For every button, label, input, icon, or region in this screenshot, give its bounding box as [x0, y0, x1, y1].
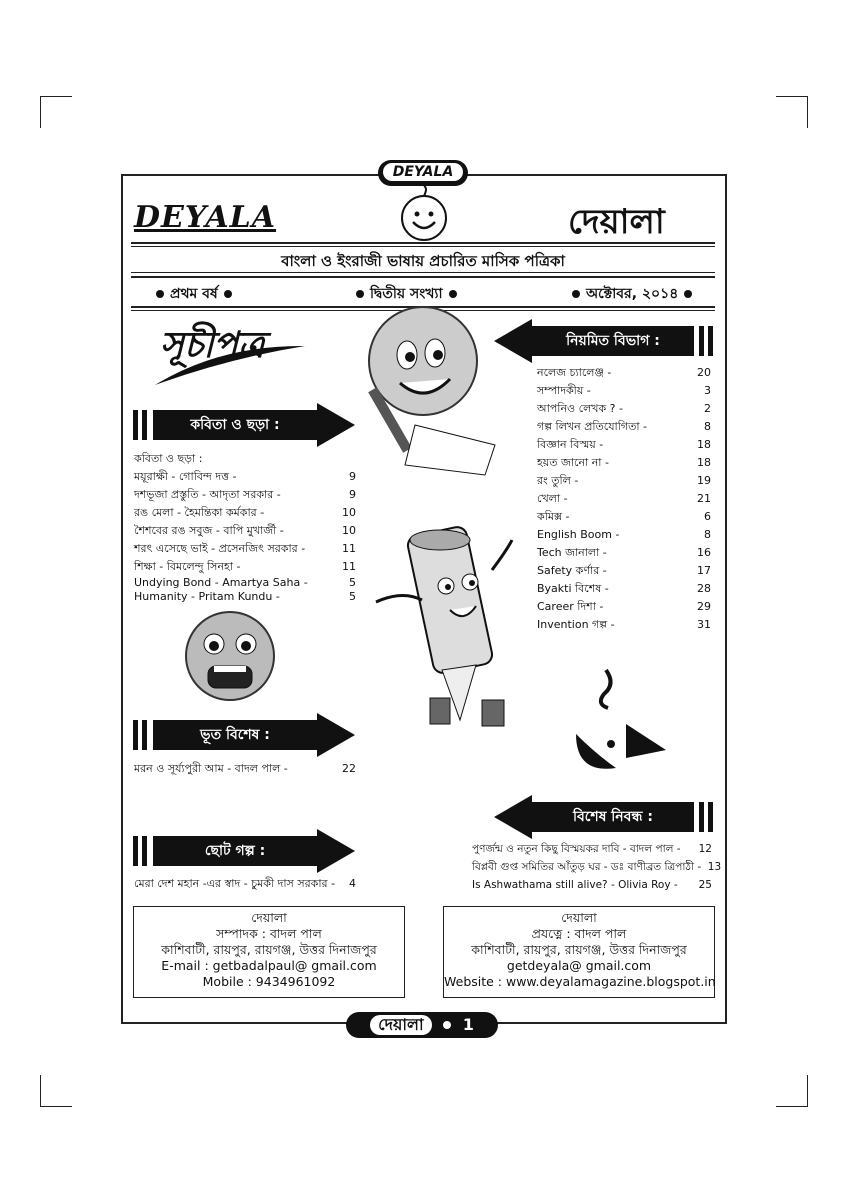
toc-row[interactable]: রঙ মেলা - হৈমন্তিকা কর্মকার - 10	[134, 506, 356, 519]
masthead-logo-latin: DEYALA	[134, 200, 277, 235]
toc-row[interactable]: Tech জানালা - 16	[537, 546, 711, 559]
publisher-box-name: দেয়ালা	[561, 910, 597, 925]
toc-row[interactable]: রং তুলি - 19	[537, 474, 711, 487]
date-label: অক্টোবর, ২০১৪	[566, 282, 698, 306]
editor-box-mobile: Mobile : 9434961092	[202, 974, 336, 989]
toc-row[interactable]: পুণর্জন্ম ও নতুন কিছু বিস্ময়কর দাবি - বাদল পাল - 12	[472, 843, 712, 855]
smiley-icon	[398, 186, 450, 242]
publisher-box-address: কাশিবাটী, রায়পুর, রায়গঞ্জ, উত্তর দিনাজপুর	[471, 942, 687, 957]
toc-row[interactable]: গল্প লিখন প্রতিযোগিতা - 8	[537, 420, 711, 433]
publisher-box-publisher: প্রযত্নে : বাদল পাল	[531, 926, 627, 941]
crop-mark	[40, 96, 72, 97]
editor-contact-box	[133, 906, 405, 998]
cartoon-shocked-face-illustration	[182, 608, 278, 704]
toc-row[interactable]: বিপ্লবী গুপ্ত সমিতির আঁতুড় ঘর - ডঃ বাণীব্রত ত্রিপাঠী - 13	[472, 861, 722, 873]
crop-mark	[776, 1106, 808, 1107]
section-heading-poems: কবিতা ও ছড়া :	[153, 410, 317, 440]
divider	[131, 246, 715, 247]
crop-mark	[776, 96, 808, 97]
cartoon-ball-writing-illustration	[355, 305, 505, 495]
section-banner-ghost	[133, 720, 355, 750]
top-logo-badge	[378, 160, 468, 186]
abstract-figure-illustration	[556, 664, 676, 784]
crop-mark	[807, 96, 808, 128]
toc-row[interactable]: কমিক্স - 6	[537, 510, 711, 523]
section-heading-regular: নিয়মিত বিভাগ :	[532, 326, 694, 356]
toc-row[interactable]: Career দিশা - 29	[537, 600, 711, 613]
toc-row[interactable]: English Boom - 8	[537, 528, 711, 541]
tagline: বাংলা ও ইংরাজী ভাষায় প্রচারিত মাসিক পত্রিকা	[281, 252, 565, 270]
toc-row[interactable]: খেলা - 21	[537, 492, 711, 505]
section-banner-story	[133, 836, 355, 866]
footer-name: দেয়ালা	[370, 1015, 432, 1035]
editor-box-editor: সম্পাদক : বাদল পাল	[216, 926, 322, 941]
toc-row[interactable]: Byakti বিশেষ - 28	[537, 582, 711, 595]
crop-mark	[40, 1106, 72, 1107]
regular-list	[537, 364, 711, 634]
toc-row[interactable]: শিক্ষা - বিমলেন্দু সিনহা - 11	[134, 560, 356, 573]
year-label: প্রথম বর্ষ	[150, 282, 238, 306]
poems-intro: কবিতা ও ছড়া :	[134, 452, 203, 465]
section-heading-special: বিশেষ নিবন্ধ :	[532, 802, 694, 832]
toc-row[interactable]: Is Ashwathama still alive? - Olivia Roy - 25	[472, 879, 712, 891]
toc-row[interactable]: দশভূজা প্রস্তুতি - আদৃতা সরকার - 9	[134, 488, 356, 501]
divider	[131, 272, 715, 273]
editor-box-address: কাশিবাটী, রায়পুর, রায়গঞ্জ, উত্তর দিনাজপুর	[161, 942, 377, 957]
cartoon-pencil-illustration	[372, 520, 522, 750]
publisher-contact-box	[443, 906, 715, 998]
crop-mark	[807, 1075, 808, 1107]
toc-row[interactable]: হয়ত জানো না - 18	[537, 456, 711, 469]
editor-box-name: দেয়ালা	[251, 910, 287, 925]
toc-row[interactable]: Safety কর্ণার - 17	[537, 564, 711, 577]
toc-row[interactable]: নলেজ চ্যালেঞ্জ - 20	[537, 366, 711, 379]
toc-row[interactable]: বিজ্ঞান বিস্ময় - 18	[537, 438, 711, 451]
section-heading-ghost: ভূত বিশেষ :	[153, 720, 317, 750]
toc-row[interactable]: শরৎ এসেছে ভাই - প্রসেনজিৎ সরকার - 11	[134, 542, 356, 555]
section-banner-special	[494, 802, 714, 832]
publisher-box-email[interactable]: getdeyala@ gmail.com	[506, 958, 652, 973]
toc-row[interactable]: ময়ূরাক্ষী - গোবিন্দ দত্ত - 9	[134, 470, 356, 483]
top-logo-text: DEYALA	[383, 163, 464, 181]
toc-title: সূচীপত্র	[160, 325, 265, 366]
poems-list	[134, 450, 356, 604]
publisher-box-website[interactable]: Website : www.deyalamagazine.blogspot.in	[444, 974, 716, 989]
story-list	[134, 875, 356, 893]
special-list	[472, 840, 722, 894]
editor-box-email[interactable]: E-mail : getbadalpaul@ gmail.com	[161, 958, 377, 973]
page-number: 1	[462, 1015, 474, 1034]
toc-swoosh	[150, 340, 310, 390]
crop-mark	[40, 1075, 41, 1107]
issue-label: দ্বিতীয় সংখ্যা	[350, 282, 463, 306]
section-heading-story: ছোট গল্প :	[153, 836, 317, 866]
toc-row[interactable]: মরন ও সূর্য্যপুরী আম - বাদল পাল - 22	[134, 762, 356, 775]
divider	[131, 276, 715, 278]
toc-row[interactable]: মেরা দেশ মহান -এর স্বাদ - চুমকী দাস সরকার - 4	[134, 877, 356, 890]
toc-row[interactable]: Undying Bond - Amartya Saha - 5	[134, 576, 356, 589]
toc-row[interactable]: Humanity - Pritam Kundu - 5	[134, 590, 356, 603]
toc-row[interactable]: আপনিও লেখক ? - 2	[537, 402, 711, 415]
footer-badge	[346, 1012, 498, 1038]
divider	[131, 242, 715, 244]
toc-row[interactable]: শৈশবের রঙ সবুজ - বাপি মুখার্জী - 10	[134, 524, 356, 537]
crop-mark	[40, 96, 41, 128]
section-banner-poems	[133, 410, 355, 440]
toc-row[interactable]: সম্পাদকীয় - 3	[537, 384, 711, 397]
section-banner-regular	[494, 326, 714, 356]
toc-row[interactable]: Invention গল্প - 31	[537, 618, 711, 631]
masthead-logo-bengali: দেয়ালা	[568, 202, 665, 242]
ghost-list	[134, 760, 356, 778]
